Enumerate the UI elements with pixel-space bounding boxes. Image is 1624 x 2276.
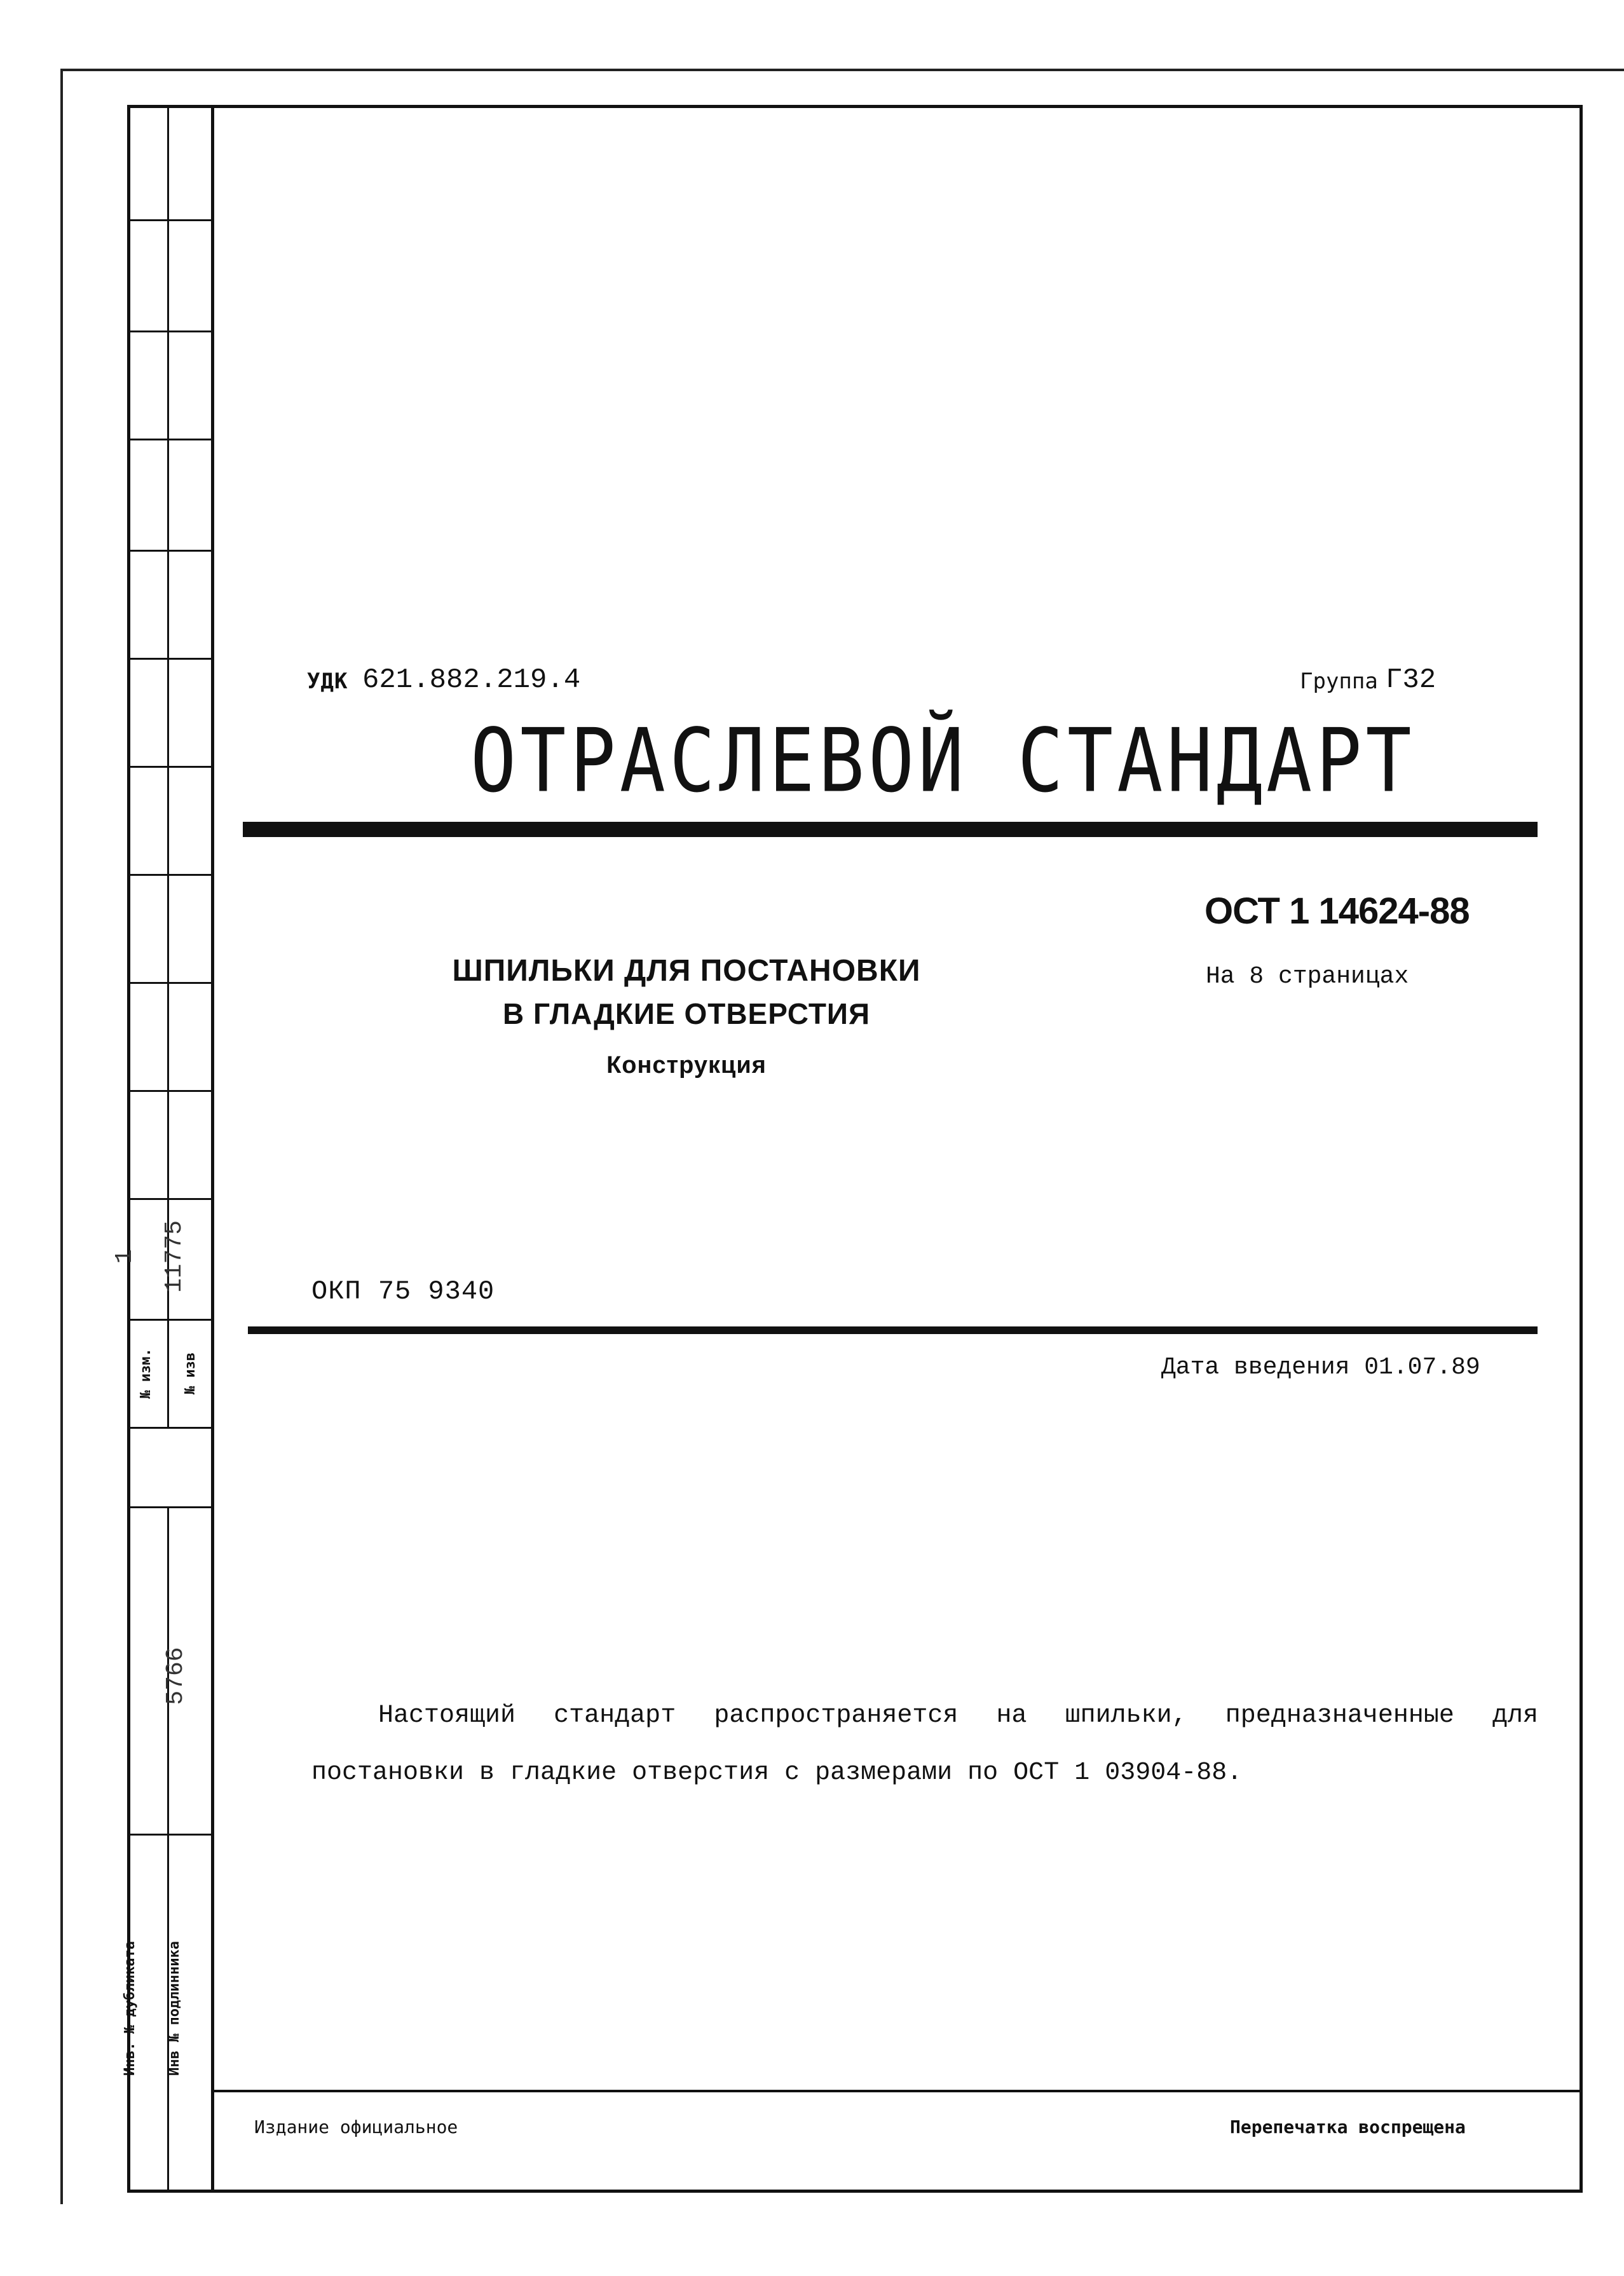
okp-rule bbox=[248, 1326, 1538, 1334]
change-number-value: 1 bbox=[111, 1249, 139, 1264]
change-number-label: № изм. bbox=[138, 1348, 154, 1399]
original-inventory-value: 5766 bbox=[162, 1647, 189, 1705]
strip-row-line bbox=[127, 1090, 213, 1092]
strip-row-line bbox=[127, 219, 213, 221]
frame-strip-divider bbox=[211, 105, 214, 2193]
scope-paragraph: Настоящий стандарт распространяется на шпильки, предназначенные для постановки в гладкие отверстия с размерами по ОСТ 1 03904-88. bbox=[311, 1701, 1538, 1787]
introduction-date: Дата введения 01.07.89 bbox=[1161, 1354, 1480, 1381]
subject-line-1: ШПИЛЬКИ ДЛЯ ПОСТАНОВКИ bbox=[452, 954, 921, 988]
footer-reprint-prohibited: Перепечатка воспрещена bbox=[1230, 2116, 1466, 2137]
standard-number: ОСТ 1 14624-88 bbox=[1204, 890, 1470, 932]
notice-number-label: № изв bbox=[182, 1352, 198, 1395]
footer-official-edition: Издание официальное bbox=[254, 2116, 458, 2137]
strip-row-line bbox=[127, 439, 213, 440]
notice-number-value: 11775 bbox=[161, 1220, 188, 1293]
title-rule bbox=[243, 822, 1538, 837]
okp-code: ОКП 75 9340 bbox=[311, 1276, 495, 1307]
group-label: Группа bbox=[1300, 669, 1378, 694]
strip-row-line bbox=[127, 1506, 213, 1508]
strip-row-line bbox=[127, 982, 213, 984]
strip-row-line bbox=[127, 330, 213, 332]
strip-row-line bbox=[127, 1834, 213, 1836]
document-frame bbox=[127, 105, 1583, 2193]
group-value: Г32 bbox=[1386, 664, 1436, 696]
original-inventory-label: Инв № подлинника bbox=[167, 1941, 182, 2076]
footer-rule bbox=[214, 2090, 1583, 2092]
strip-row-line bbox=[127, 550, 213, 552]
page-edge-top bbox=[60, 69, 1624, 71]
strip-row-line bbox=[127, 658, 213, 660]
page-count: На 8 страницах bbox=[1206, 963, 1409, 990]
strip-row-line bbox=[127, 874, 213, 876]
udk-value: 621.882.219.4 bbox=[362, 664, 581, 696]
strip-row-line bbox=[127, 1427, 213, 1429]
subject-line-3: Конструкция bbox=[606, 1052, 767, 1079]
subject-line-2: В ГЛАДКИЕ ОТВЕРСТИЯ bbox=[502, 997, 871, 1030]
page-title: ОТРАСЛЕВОЙ СТАНДАРТ bbox=[470, 711, 1416, 812]
udk-label: УДК bbox=[307, 669, 348, 694]
strip-row-line bbox=[127, 766, 213, 768]
duplicate-inventory-label: Инв. № дубликата bbox=[122, 1941, 138, 2076]
page-edge-left bbox=[60, 69, 63, 2204]
